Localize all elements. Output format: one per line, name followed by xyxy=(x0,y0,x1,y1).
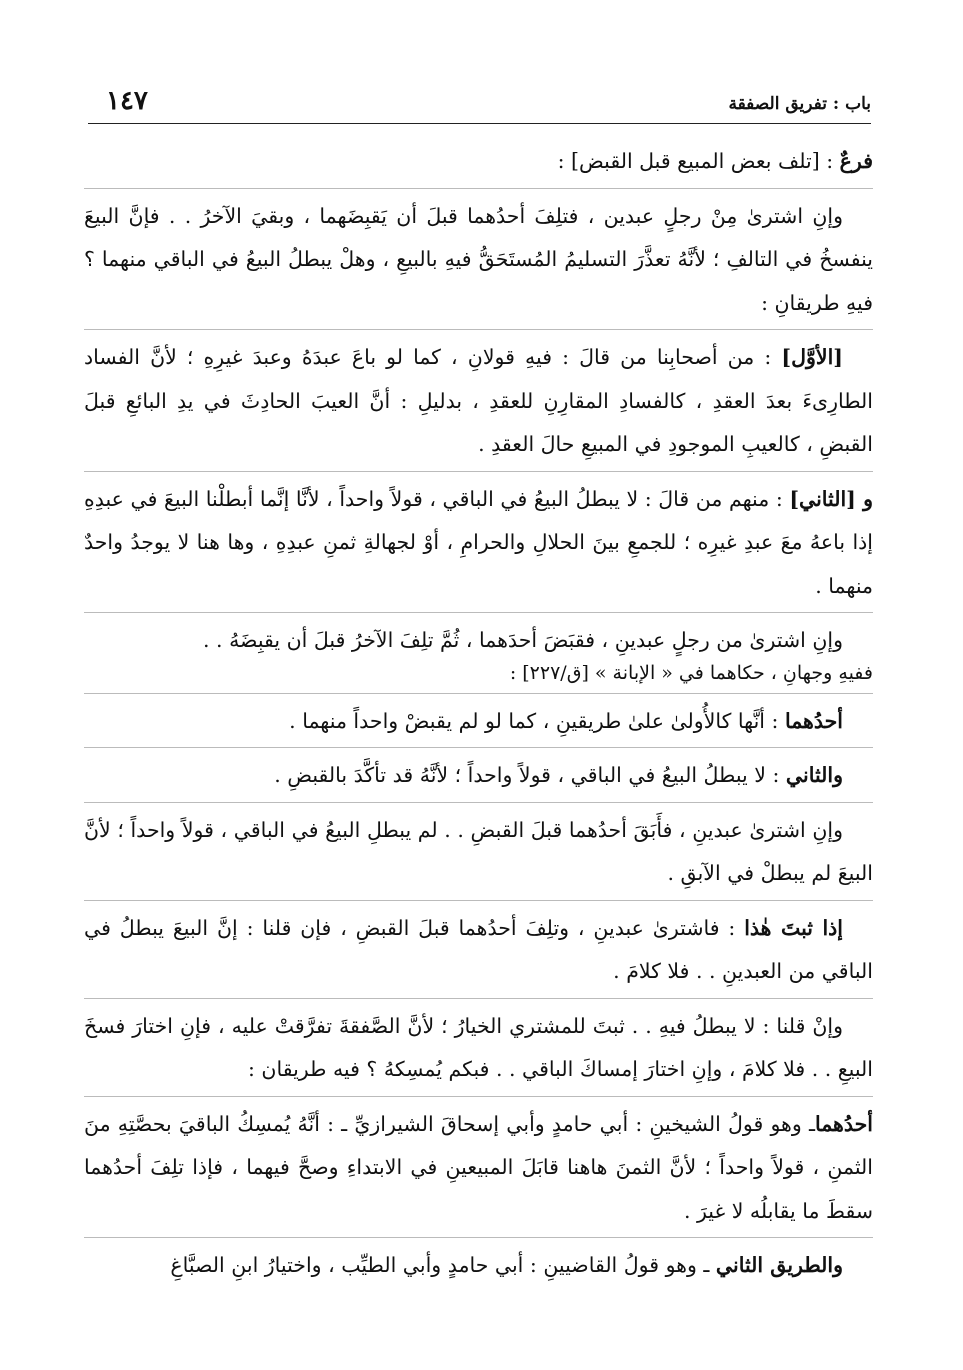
paragraph-lead: و [الثاني] xyxy=(789,486,873,511)
paragraph-text: ـ وهو قولُ الشيخينِ : أبي حامدٍ وأبي إسحاقَ الشيرازيِّ ـ : أنَّهُ يُمسِكُ الباقيَ بحصَّتِهِ منَ الثمنِ ، قولاً واحداً ؛ لأنَّ الثمنَ هاهنا قابَلَ المبيعينِ في الابتداءِ وصحَّ فيهما ، فإذا تلِفَ أحدُهما سقطَ ما يقابلُه لا غيرَ . xyxy=(84,1111,873,1223)
paragraph-text: ففيهِ وجهانِ ، حكاهما في « الإبانة » [ق/٢٢٧] : xyxy=(509,661,873,684)
paragraph xyxy=(84,754,873,798)
separator xyxy=(84,1237,873,1238)
paragraph-text: وإنْ قلنا : لا يبطلُ فيهِ . . ثبتَ للمشتري الخيارُ ؛ لأنَّ الصَّفقةَ تفرَّقتْ عليه ، فإنِ اختارَ فسخَ البيعِ . . فلا كلامَ ، وإنِ اختارَ إمساكَ الباقي . . فبكم يُمسِكهُ ؟ فيه طريقان : xyxy=(84,1013,873,1081)
separator xyxy=(84,188,873,189)
separator xyxy=(84,900,873,901)
paragraph xyxy=(84,700,873,744)
paragraph-lead: أحدُهما xyxy=(784,708,843,733)
page-body xyxy=(84,140,873,1288)
paragraph-lead: إذا ثبتَ هٰذا xyxy=(744,915,843,940)
paragraph-lead: أحدُهما xyxy=(814,1111,873,1136)
paragraph-text: وإنِ اشترىٰ عبدينِ ، فأَبَقَ أحدُهما قبلَ القبضِ . . لم يبطلِ البيعُ في الباقي ، قولاً واحداً ؛ لأنَّ البيعَ لم يبطلْ في الآبقِ . xyxy=(84,817,873,885)
separator xyxy=(84,998,873,999)
paragraph xyxy=(84,336,873,467)
paragraph-text: وإنِ اشترىٰ مِنْ رجلٍ عبدين ، فتلِفَ أحدُهما قبلَ أن يَقبِضَهما ، وبقيَ الآخرُ . . فإنَّ البيعَ ينفسخُ في التالفِ ؛ لأنَّهُ تعذَّرَ التسليمُ المُستَحَقُّ فيهِ بالبيعِ ، وهلْ يبطلُ البيعُ في الباقي منهما ؟ فيهِ طريقانِ : xyxy=(84,203,873,315)
paragraph-lead: [الأوَّل] xyxy=(781,345,843,369)
separator xyxy=(84,693,873,694)
separator xyxy=(84,471,873,472)
heading-text: : [تلف بعض المبيع قبل القبض] : xyxy=(557,149,840,173)
paragraph-text: ـ وهو قولُ القاضيينِ : أبي حامدٍ وأبي الطيِّب ، واختيارُ ابنِ الصبَّاغِ xyxy=(170,1253,716,1277)
paragraph-text: : منهم من قالَ : لا يبطلُ البيعُ في الباقي ، قولاً واحداً ، لأنَّا إنَّما أبطلْنا البيعَ في عبدِهِ إذا باعهُ معَ عبدِ غيرِه ؛ للجمعِ بينَ الحلالِ والحرامِ ، أوْ لجهالةِ ثمنِ عبدِهِ ، وها هنا لا يوجدُ واحدٌ منهما . xyxy=(84,486,873,598)
heading-lead: فرعٌ xyxy=(839,149,873,173)
paragraph-lead: والثاني xyxy=(785,763,843,787)
paragraph xyxy=(84,195,873,326)
paragraph xyxy=(84,907,873,994)
paragraph-lead: والطريق الثاني xyxy=(715,1253,843,1277)
page-number: ١٤٧ xyxy=(106,86,148,116)
paragraph-text: وإنِ اشترىٰ من رجلٍ عبدينِ ، فقبَضَ أحدَهما ، ثُمَّ تلِفَ الآخرُ قبلَ أن يقبِضَهُ . . xyxy=(203,628,843,652)
header-rule xyxy=(88,123,871,124)
separator xyxy=(84,1096,873,1097)
separator xyxy=(84,612,873,613)
page-header xyxy=(88,80,871,120)
section-heading xyxy=(84,140,873,184)
paragraph xyxy=(84,1005,873,1092)
separator xyxy=(84,802,873,803)
paragraph xyxy=(84,809,873,896)
paragraph-text: : لا يبطلُ البيعُ في الباقي ، قولاً واحداً ؛ لأنَّهُ قد تأكَّدَ بالقبضِ . xyxy=(274,763,786,787)
paragraph-text: : من أصحابِنا من قالَ : فيهِ قولانِ ، كما لو باعَ عبدَهُ وعبدَ غيرِهِ ؛ لأنَّ الفساد الطارِىءَ بعدَ العقدِ ، كالفسادِ المقارِنِ للعقدِ ، بدليلِ : أنَّ العيبَ الحادِثَ في يدِ البائعِ قبلَ القبضِ ، كالعيبِ الموجودِ في المبيعِ حالَ العقدِ . xyxy=(84,345,873,456)
running-title: باب : تفريق الصفقة xyxy=(728,94,871,114)
paragraph xyxy=(84,1103,873,1234)
paragraph-text: : فاشترىٰ عبدينِ ، وتلِفَ أحدُهما قبلَ القبضِ ، فإن قلنا : إنَّ البيعَ يبطلُ في الباقي من العبدينِ . . فلا كلامَ . xyxy=(84,915,873,983)
paragraph xyxy=(84,1244,873,1288)
paragraph xyxy=(84,478,873,609)
paragraph xyxy=(84,619,873,663)
paragraph-text: : أنَّها كالأُولىٰ علىٰ طريقينِ ، كما لو لم يقبضْ واحداً منهما . xyxy=(289,708,785,733)
separator xyxy=(84,329,873,330)
separator xyxy=(84,747,873,748)
